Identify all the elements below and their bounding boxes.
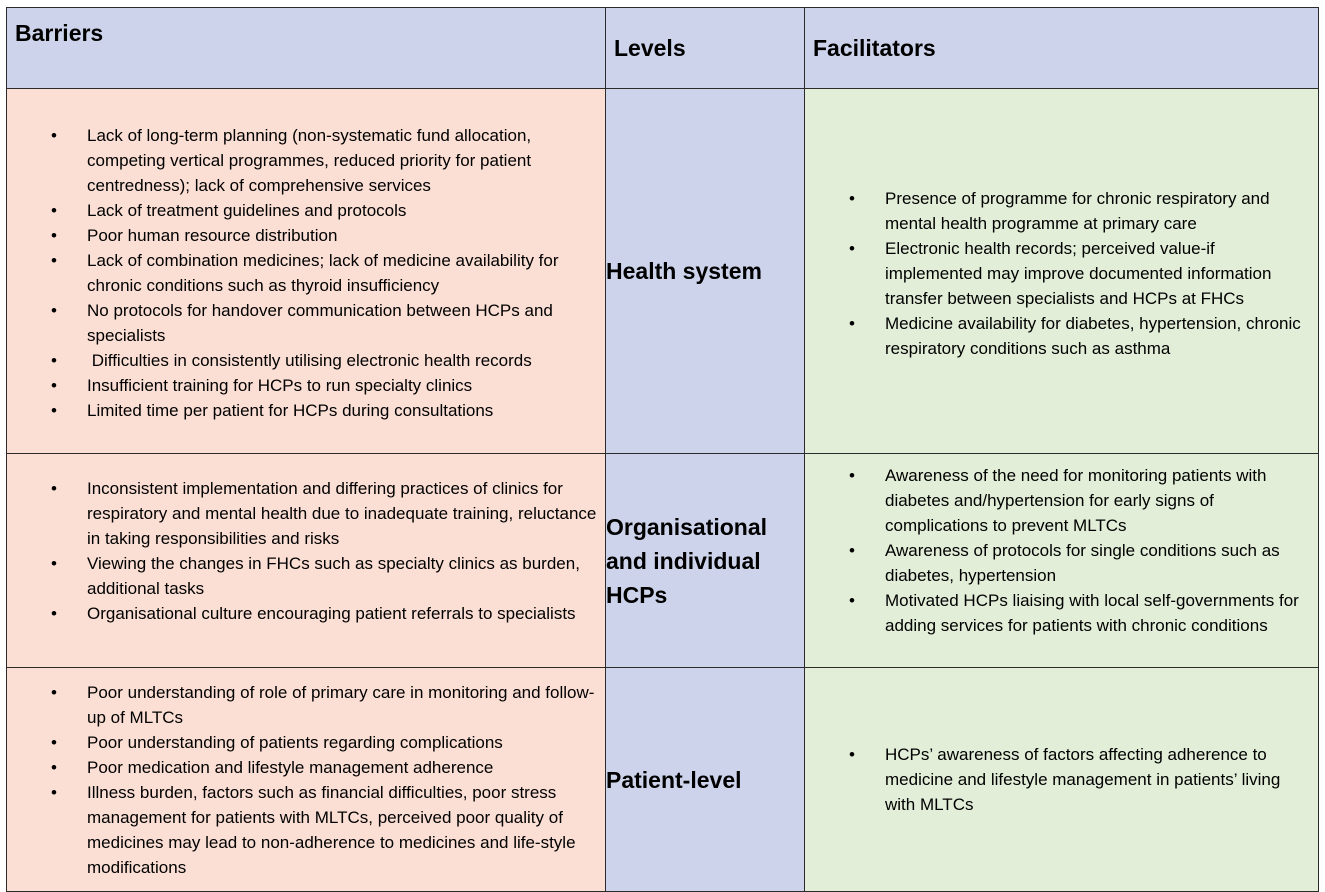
row-health-system: [7, 89, 1319, 454]
list-item: • Viewing the changes in FHCs such as specialty clinics as burden, additional tasks: [7, 551, 605, 601]
barriers-cell: [7, 89, 606, 454]
header-row: [7, 8, 1319, 89]
list-item: • Awareness of protocols for single conditions such as diabetes, hypertension: [805, 538, 1318, 588]
header-levels: Levels: [606, 8, 805, 89]
list-item: • Electronic health records; perceived value-if implemented may improve documented information transfer between specialists and HCPs at FHCs: [805, 236, 1318, 311]
list-item: • HCPs’ awareness of factors affecting adherence to medicine and lifestyle management in patients’ living with MLTCs: [805, 742, 1318, 817]
facilitators-cell: [805, 89, 1319, 454]
list-item: • Motivated HCPs liaising with local self-governments for adding services for patients with chronic conditions: [805, 588, 1318, 638]
list-item: • Difficulties in consistently utilising electronic health records: [7, 348, 605, 373]
header-facilitators: Facilitators: [805, 8, 1319, 89]
level-label: Health system: [606, 89, 805, 454]
header-barriers: Barriers: [7, 8, 606, 89]
row-organisational: [7, 454, 1319, 668]
barriers-facilitators-table: [6, 7, 1319, 892]
list-item: • No protocols for handover communication between HCPs and specialists: [7, 298, 605, 348]
list-item: • Inconsistent implementation and differing practices of clinics for respiratory and mental health due to inadequate training, reluctance in taking responsibilities and risks: [7, 476, 605, 551]
facilitators-cell: [805, 668, 1319, 892]
list-item: • Awareness of the need for monitoring patients with diabetes and/hypertension for early signs of complications to prevent MLTCs: [805, 463, 1318, 538]
list-item: • Illness burden, factors such as financial difficulties, poor stress management for patients with MLTCs, perceived poor quality of medicines may lead to non-adherence to medicines and life-style modifications: [7, 780, 605, 880]
list-item: • Poor understanding of patients regarding complications: [7, 730, 605, 755]
level-label: Patient-level: [606, 668, 805, 892]
list-item: • Poor understanding of role of primary care in monitoring and follow-up of MLTCs: [7, 680, 605, 730]
facilitators-cell: [805, 454, 1319, 668]
level-label: Organisational and individual HCPs: [606, 454, 805, 668]
barriers-cell: [7, 668, 606, 892]
barriers-cell: [7, 454, 606, 668]
list-item: • Medicine availability for diabetes, hypertension, chronic respiratory conditions such as asthma: [805, 311, 1318, 361]
list-item: • Limited time per patient for HCPs during consultations: [7, 398, 605, 423]
list-item: • Presence of programme for chronic respiratory and mental health programme at primary care: [805, 186, 1318, 236]
list-item: • Poor human resource distribution: [7, 223, 605, 248]
list-item: • Lack of treatment guidelines and protocols: [7, 198, 605, 223]
list-item: • Lack of combination medicines; lack of medicine availability for chronic conditions such as thyroid insufficiency: [7, 248, 605, 298]
row-patient-level: [7, 668, 1319, 892]
list-item: • Insufficient training for HCPs to run specialty clinics: [7, 373, 605, 398]
list-item: • Lack of long-term planning (non-systematic fund allocation, competing vertical programmes, reduced priority for patient centredness); lack of comprehensive services: [7, 123, 605, 198]
list-item: • Organisational culture encouraging patient referrals to specialists: [7, 601, 605, 626]
list-item: • Poor medication and lifestyle management adherence: [7, 755, 605, 780]
